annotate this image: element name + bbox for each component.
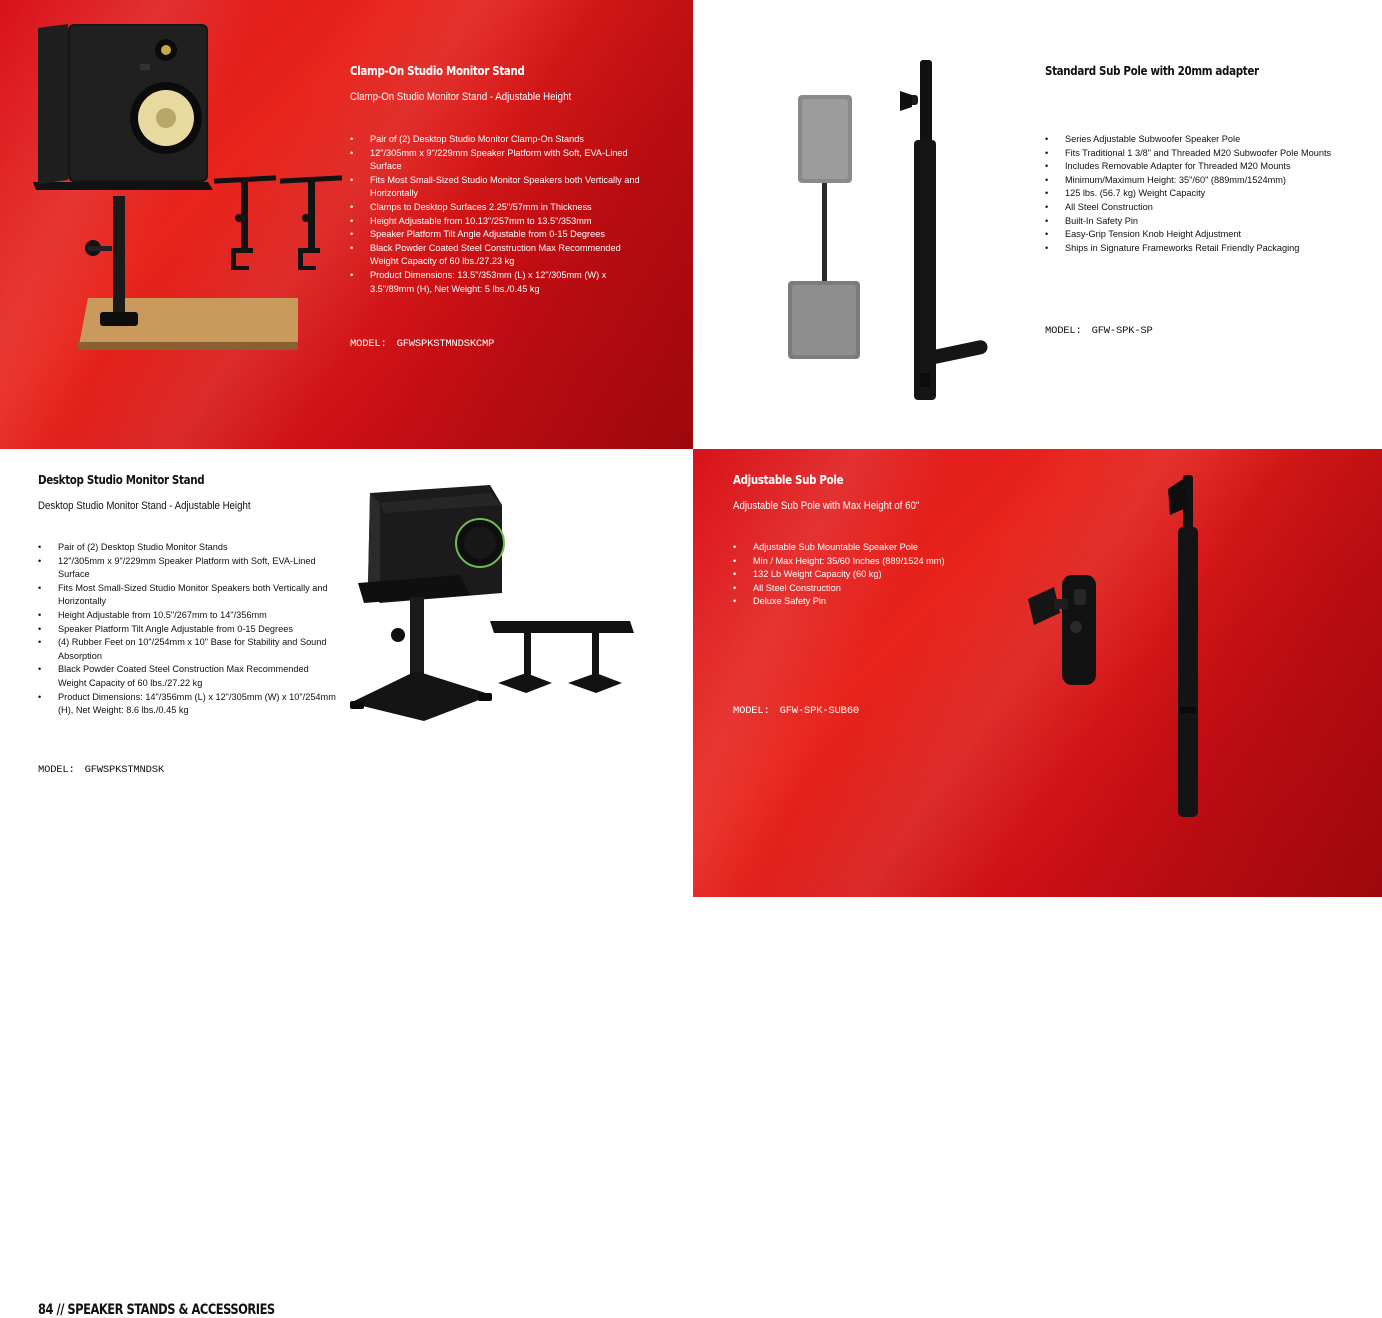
feature-item: • Ships in Signature Frameworks Retail Friendly Packaging [1045,242,1345,256]
product-title: Standard Sub Pole with 20mm adapter [1045,64,1259,78]
model-value: GFWSPKSTMNDSK [84,764,164,776]
feature-item: • Min / Max Height: 35/60 Inches (889/1524 mm) [733,555,1033,569]
product-subtitle: Desktop Studio Monitor Stand - Adjustable Height [38,500,251,512]
model-label: MODEL: [1045,325,1082,337]
product-title: Desktop Studio Monitor Stand [38,473,205,487]
footer-page-label-right: SPEAKER STANDS & ACCESSORIES // 85 [1111,1302,1348,1318]
feature-item: • Product Dimensions: 13.5"/353mm (L) x 12"/305mm (W) x 3.5"/89mm (H), Net Weight: 5 lbs./0.45 kg [350,269,650,296]
feature-item: • Fits Most Small-Sized Studio Monitor Speakers both Vertically and Horizontally [38,582,336,609]
feature-item: • Speaker Platform Tilt Angle Adjustable from 0-15 Degrees [38,623,336,637]
clamp-on-stand-panel [0,0,693,449]
feature-item: • Black Powder Coated Steel Construction Max Recommended Weight Capacity of 60 lbs./27.23 kg [350,242,650,269]
model-number [38,764,164,776]
sub-pole-image [788,55,1008,395]
feature-item: • Clamps to Desktop Surfaces 2.25"/57mm in Thickness [350,201,650,215]
standard-sub-pole-panel [693,0,1382,449]
footer-page-label-left: 84 // SPEAKER STANDS & ACCESSORIES [38,1302,275,1318]
adjustable-sub-pole-panel [693,449,1382,1318]
feature-item: • Fits Traditional 1 3/8" and Threaded M20 Subwoofer Pole Mounts [1045,147,1345,161]
feature-item: • 12"/305mm x 9"/229mm Speaker Platform with Soft, EVA-Lined Surface [350,147,650,174]
feature-item: • All Steel Construction [1045,201,1345,215]
feature-item: • Fits Most Small-Sized Studio Monitor Speakers both Vertically and Horizontally [350,174,650,201]
model-label: MODEL: [350,338,387,350]
clamp-on-stand-image [28,20,348,350]
desktop-stand-panel [0,449,693,1318]
feature-item: • Deluxe Safety Pin [733,595,1033,609]
model-label: MODEL: [38,764,75,776]
model-number [733,705,859,717]
product-title: Adjustable Sub Pole [733,473,844,487]
feature-item: • Height Adjustable from 10.13"/257mm to 13.5"/353mm [350,215,650,229]
feature-list [350,133,650,296]
adjustable-sub-pole-image [1018,467,1238,827]
feature-item: • Speaker Platform Tilt Angle Adjustable from 0-15 Degrees [350,228,650,242]
feature-item: • 132 Lb Weight Capacity (60 kg) [733,568,1033,582]
feature-item: • Pair of (2) Desktop Studio Monitor Clamp-On Stands [350,133,650,147]
desktop-stand-image [340,485,640,725]
feature-list [733,541,1033,609]
feature-item: • Built-In Safety Pin [1045,215,1345,229]
product-title: Clamp-On Studio Monitor Stand [350,64,525,78]
feature-item: • 125 lbs. (56.7 kg) Weight Capacity [1045,187,1345,201]
feature-item: • Height Adjustable from 10.5"/267mm to 14"/356mm [38,609,336,623]
feature-item: • Pair of (2) Desktop Studio Monitor Stands [38,541,336,555]
model-value: GFWSPKSTMNDSKCMP [396,338,495,350]
feature-item: • (4) Rubber Feet on 10"/254mm x 10" Base for Stability and Sound Absorption [38,636,336,663]
model-value: GFW-SPK-SP [1091,325,1153,337]
feature-item: • Product Dimensions: 14"/356mm (L) x 12"/305mm (W) x 10"/254mm (H), Net Weight: 8.6 lbs./0.45 kg [38,691,336,718]
product-subtitle: Adjustable Sub Pole with Max Height of 60" [733,500,920,512]
product-subtitle: Clamp-On Studio Monitor Stand - Adjustable Height [350,91,572,103]
feature-item: • Series Adjustable Subwoofer Speaker Pole [1045,133,1345,147]
feature-list [1045,133,1345,255]
model-value: GFW-SPK-SUB60 [779,705,859,717]
model-number [350,338,494,350]
feature-item: • Black Powder Coated Steel Construction Max Recommended Weight Capacity of 60 lbs./27.22 kg [38,663,336,690]
feature-item: • Minimum/Maximum Height: 35"/60" (889mm/1524mm) [1045,174,1345,188]
feature-item: • Includes Removable Adapter for Threaded M20 Mounts [1045,160,1345,174]
feature-item: • Easy-Grip Tension Knob Height Adjustment [1045,228,1345,242]
model-label: MODEL: [733,705,770,717]
feature-item: • 12"/305mm x 9"/229mm Speaker Platform with Soft, EVA-Lined Surface [38,555,336,582]
model-number [1045,325,1153,337]
feature-item: • All Steel Construction [733,582,1033,596]
feature-list [38,541,336,718]
feature-item: • Adjustable Sub Mountable Speaker Pole [733,541,1033,555]
